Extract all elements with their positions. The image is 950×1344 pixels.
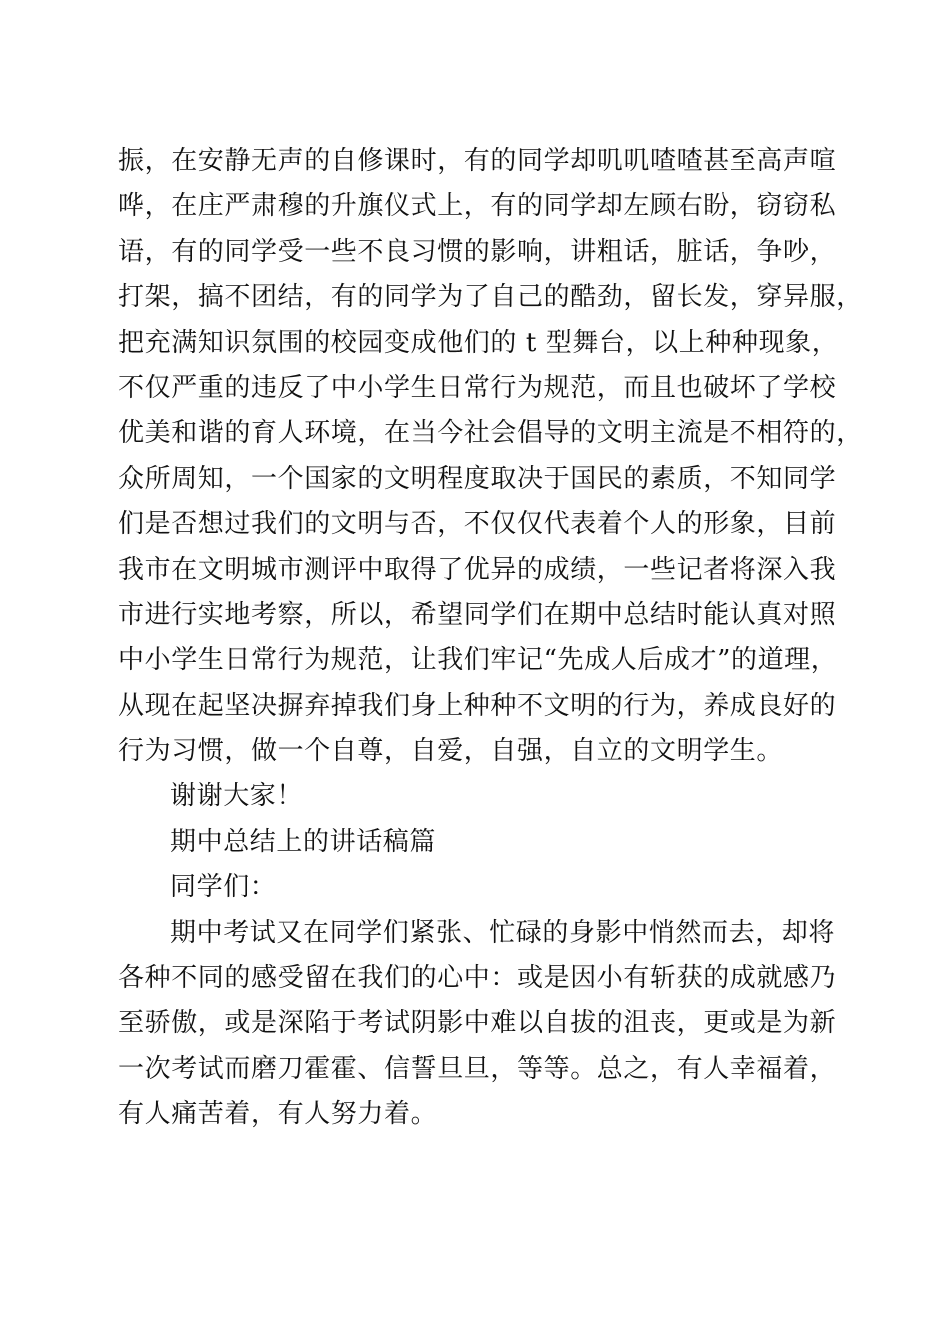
text-line: 振，在安静无声的自修课时，有的同学却叽叽喳喳甚至高声喧: [118, 146, 837, 176]
text-line: 行为习惯，做一个自尊，自爱，自强，自立的文明学生。: [118, 736, 784, 767]
text-line: 语，有的同学受一些不良习惯的影响，讲粗话，脏话，争吵，: [118, 236, 837, 267]
document-body: [118, 139, 863, 1138]
text-line: 哗，在庄严肃穆的升旗仪式上，有的同学却左顾右盼，窃窃私: [118, 191, 837, 222]
text-line: 优美和谐的育人环境，在当今社会倡导的文明主流是不相符的，: [118, 418, 863, 449]
text-line: 有人痛苦着，有人努力着。: [118, 1099, 438, 1130]
text-line: 我市在文明城市测评中取得了优异的成绩，一些记者将深入我: [118, 554, 837, 585]
closing-thanks: 谢谢大家！: [170, 781, 304, 812]
text-line: 众所周知，一个国家的文明程度取决于国民的素质，不知同学: [118, 463, 837, 494]
section-heading: 期中总结上的讲话稿篇: [170, 826, 437, 857]
text-line: 各种不同的感受留在我们的心中：或是因小有斩获的成就感乃: [118, 963, 837, 994]
text-line: 中小学生日常行为规范，让我们牢记“先成人后成才”的道理，: [118, 645, 838, 676]
text-line: 打架，搞不团结，有的同学为了自己的酷劲，留长发，穿异服，: [118, 282, 863, 313]
text-line: 至骄傲，或是深陷于考试阴影中难以自拔的沮丧，更或是为新: [118, 1008, 837, 1039]
text-line: 不仅严重的违反了中小学生日常行为规范，而且也破坏了学校: [118, 372, 837, 403]
salutation: 同学们：: [170, 872, 277, 903]
text-line: 把充满知识氛围的校园变成他们的 t 型舞台，以上种种现象，: [118, 327, 839, 358]
text-line: 从现在起坚决摒弃掉我们身上种种不文明的行为，养成良好的: [118, 690, 837, 721]
text-line: 期中考试又在同学们紧张、忙碌的身影中悄然而去，却将: [170, 917, 836, 948]
text-line: 一次考试而磨刀霍霍、信誓旦旦，等等。总之，有人幸福着，: [118, 1053, 837, 1084]
text-line: 们是否想过我们的文明与否，不仅仅代表着个人的形象，目前: [118, 509, 837, 540]
text-line: 市进行实地考察，所以，希望同学们在期中总结时能认真对照: [118, 599, 837, 630]
